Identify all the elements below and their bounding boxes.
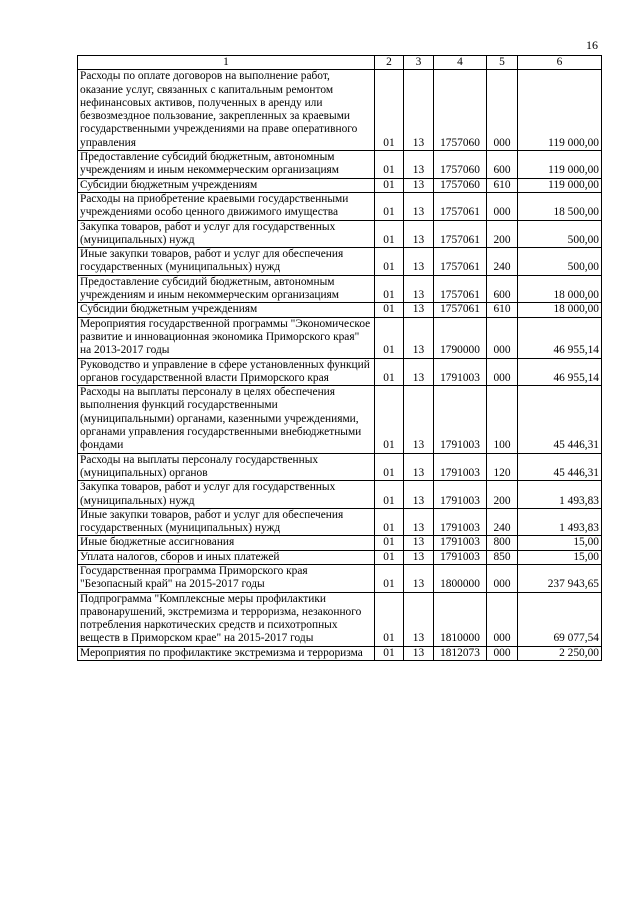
row-target-code: 1757061: [434, 303, 487, 317]
row-target-code: 1791003: [434, 386, 487, 453]
row-description: Иные закупки товаров, работ и услуг для обеспечения государственных (муниципальных) нужд: [78, 248, 375, 276]
row-subsection-code: 13: [404, 453, 434, 481]
row-amount: 18 000,00: [518, 303, 602, 317]
row-section-code: 01: [375, 564, 404, 592]
row-section-code: 01: [375, 508, 404, 536]
table-header-row: [78, 56, 602, 70]
row-description: Руководство и управление в сфере установленных функций органов государственной власти Приморского края: [78, 358, 375, 386]
table-row: [78, 646, 602, 660]
row-description: Государственная программа Приморского края "Безопасный край" на 2015-2017 годы: [78, 564, 375, 592]
row-expense-type-code: 800: [487, 536, 518, 550]
row-section-code: 01: [375, 481, 404, 509]
row-subsection-code: 13: [404, 220, 434, 248]
row-amount: 69 077,54: [518, 592, 602, 646]
row-amount: 18 500,00: [518, 192, 602, 220]
table-row: [78, 70, 602, 151]
row-expense-type-code: 610: [487, 178, 518, 192]
row-expense-type-code: 600: [487, 275, 518, 303]
row-amount: 45 446,31: [518, 386, 602, 453]
table-row: [78, 508, 602, 536]
row-target-code: 1791003: [434, 550, 487, 564]
row-amount: 1 493,83: [518, 508, 602, 536]
row-target-code: 1791003: [434, 536, 487, 550]
row-subsection-code: 13: [404, 248, 434, 276]
row-target-code: 1791003: [434, 508, 487, 536]
row-section-code: 01: [375, 220, 404, 248]
row-subsection-code: 13: [404, 151, 434, 179]
row-section-code: 01: [375, 536, 404, 550]
table-row: [78, 453, 602, 481]
row-description: Иные бюджетные ассигнования: [78, 536, 375, 550]
table-row: [78, 358, 602, 386]
row-target-code: 1757061: [434, 248, 487, 276]
column-header: 5: [487, 56, 518, 70]
row-description: Субсидии бюджетным учреждениям: [78, 303, 375, 317]
page-number: 16: [586, 38, 598, 52]
row-target-code: 1791003: [434, 358, 487, 386]
row-amount: 500,00: [518, 220, 602, 248]
row-amount: 15,00: [518, 536, 602, 550]
budget-table: [77, 55, 602, 661]
row-subsection-code: 13: [404, 508, 434, 536]
row-section-code: 01: [375, 592, 404, 646]
row-subsection-code: 13: [404, 386, 434, 453]
column-header: 1: [78, 56, 375, 70]
row-description: Уплата налогов, сборов и иных платежей: [78, 550, 375, 564]
row-description: Мероприятия по профилактике экстремизма и терроризма: [78, 646, 375, 660]
row-expense-type-code: 850: [487, 550, 518, 564]
row-subsection-code: 13: [404, 564, 434, 592]
table-row: [78, 220, 602, 248]
row-expense-type-code: 000: [487, 592, 518, 646]
row-amount: 1 493,83: [518, 481, 602, 509]
row-description: Закупка товаров, работ и услуг для государственных (муниципальных) нужд: [78, 220, 375, 248]
row-amount: 119 000,00: [518, 178, 602, 192]
row-subsection-code: 13: [404, 536, 434, 550]
row-target-code: 1790000: [434, 317, 487, 358]
row-section-code: 01: [375, 192, 404, 220]
row-target-code: 1812073: [434, 646, 487, 660]
table-row: [78, 564, 602, 592]
row-section-code: 01: [375, 248, 404, 276]
row-expense-type-code: 000: [487, 192, 518, 220]
row-expense-type-code: 600: [487, 151, 518, 179]
row-section-code: 01: [375, 151, 404, 179]
row-target-code: 1791003: [434, 481, 487, 509]
table-row: [78, 192, 602, 220]
row-amount: 2 250,00: [518, 646, 602, 660]
row-amount: 46 955,14: [518, 358, 602, 386]
row-description: Иные закупки товаров, работ и услуг для обеспечения государственных (муниципальных) нужд: [78, 508, 375, 536]
row-subsection-code: 13: [404, 592, 434, 646]
row-section-code: 01: [375, 70, 404, 151]
table-body: [78, 70, 602, 661]
column-header: 6: [518, 56, 602, 70]
row-description: Подпрограмма "Комплексные меры профилактики правонарушений, экстремизма и терроризма, незаконного потребления наркотических средств и психотропных веществ в Приморском крае" на 2015-2017 годы: [78, 592, 375, 646]
row-description: Закупка товаров, работ и услуг для государственных (муниципальных) нужд: [78, 481, 375, 509]
row-section-code: 01: [375, 453, 404, 481]
row-expense-type-code: 000: [487, 646, 518, 660]
row-target-code: 1757061: [434, 192, 487, 220]
row-expense-type-code: 000: [487, 358, 518, 386]
row-section-code: 01: [375, 646, 404, 660]
row-amount: 119 000,00: [518, 70, 602, 151]
row-description: Расходы на приобретение краевыми государственными учреждениями особо ценного движимого имущества: [78, 192, 375, 220]
column-header: 2: [375, 56, 404, 70]
column-header: 3: [404, 56, 434, 70]
row-expense-type-code: 240: [487, 248, 518, 276]
row-target-code: 1810000: [434, 592, 487, 646]
row-section-code: 01: [375, 303, 404, 317]
table-row: [78, 317, 602, 358]
row-subsection-code: 13: [404, 481, 434, 509]
row-description: Расходы на выплаты персоналу государственных (муниципальных) органов: [78, 453, 375, 481]
table-row: [78, 151, 602, 179]
column-header: 4: [434, 56, 487, 70]
row-expense-type-code: 610: [487, 303, 518, 317]
row-section-code: 01: [375, 386, 404, 453]
row-target-code: 1757061: [434, 275, 487, 303]
table-row: [78, 536, 602, 550]
row-expense-type-code: 100: [487, 386, 518, 453]
row-expense-type-code: 240: [487, 508, 518, 536]
row-subsection-code: 13: [404, 303, 434, 317]
row-section-code: 01: [375, 358, 404, 386]
row-expense-type-code: 000: [487, 317, 518, 358]
row-target-code: 1791003: [434, 453, 487, 481]
row-expense-type-code: 000: [487, 564, 518, 592]
row-description: Субсидии бюджетным учреждениям: [78, 178, 375, 192]
row-target-code: 1757060: [434, 178, 487, 192]
row-amount: 15,00: [518, 550, 602, 564]
row-target-code: 1757060: [434, 70, 487, 151]
table-row: [78, 592, 602, 646]
row-description: Предоставление субсидий бюджетным, автономным учреждениям и иным некоммерческим организациям: [78, 151, 375, 179]
row-subsection-code: 13: [404, 358, 434, 386]
row-section-code: 01: [375, 178, 404, 192]
row-expense-type-code: 200: [487, 220, 518, 248]
table-row: [78, 481, 602, 509]
row-description: Расходы по оплате договоров на выполнение работ, оказание услуг, связанных с капитальным ремонтом нефинансовых активов, полученных в аренду или безвозмездное пользование, закрепленных за краевыми государственными учреждениями на праве оперативного управления: [78, 70, 375, 151]
row-description: Расходы на выплаты персоналу в целях обеспечения выполнения функций государственными (муниципальными) органами, казенными учреждениями, органами управления государственными внебюджетными фондами: [78, 386, 375, 453]
row-subsection-code: 13: [404, 178, 434, 192]
row-subsection-code: 13: [404, 550, 434, 564]
row-target-code: 1800000: [434, 564, 487, 592]
table-row: [78, 178, 602, 192]
table-row: [78, 550, 602, 564]
row-section-code: 01: [375, 275, 404, 303]
row-target-code: 1757061: [434, 220, 487, 248]
row-amount: 18 000,00: [518, 275, 602, 303]
table-row: [78, 248, 602, 276]
row-amount: 46 955,14: [518, 317, 602, 358]
row-amount: 45 446,31: [518, 453, 602, 481]
table-row: [78, 275, 602, 303]
row-amount: 500,00: [518, 248, 602, 276]
row-subsection-code: 13: [404, 192, 434, 220]
row-description: Мероприятия государственной программы "Экономическое развитие и инновационная экономика Приморского края" на 2013-2017 годы: [78, 317, 375, 358]
row-subsection-code: 13: [404, 317, 434, 358]
row-subsection-code: 13: [404, 70, 434, 151]
table-row: [78, 386, 602, 453]
row-subsection-code: 13: [404, 275, 434, 303]
row-expense-type-code: 000: [487, 70, 518, 151]
row-expense-type-code: 120: [487, 453, 518, 481]
row-amount: 119 000,00: [518, 151, 602, 179]
row-section-code: 01: [375, 317, 404, 358]
row-expense-type-code: 200: [487, 481, 518, 509]
row-subsection-code: 13: [404, 646, 434, 660]
row-description: Предоставление субсидий бюджетным, автономным учреждениям и иным некоммерческим организациям: [78, 275, 375, 303]
row-target-code: 1757060: [434, 151, 487, 179]
row-section-code: 01: [375, 550, 404, 564]
table-row: [78, 303, 602, 317]
row-amount: 237 943,65: [518, 564, 602, 592]
